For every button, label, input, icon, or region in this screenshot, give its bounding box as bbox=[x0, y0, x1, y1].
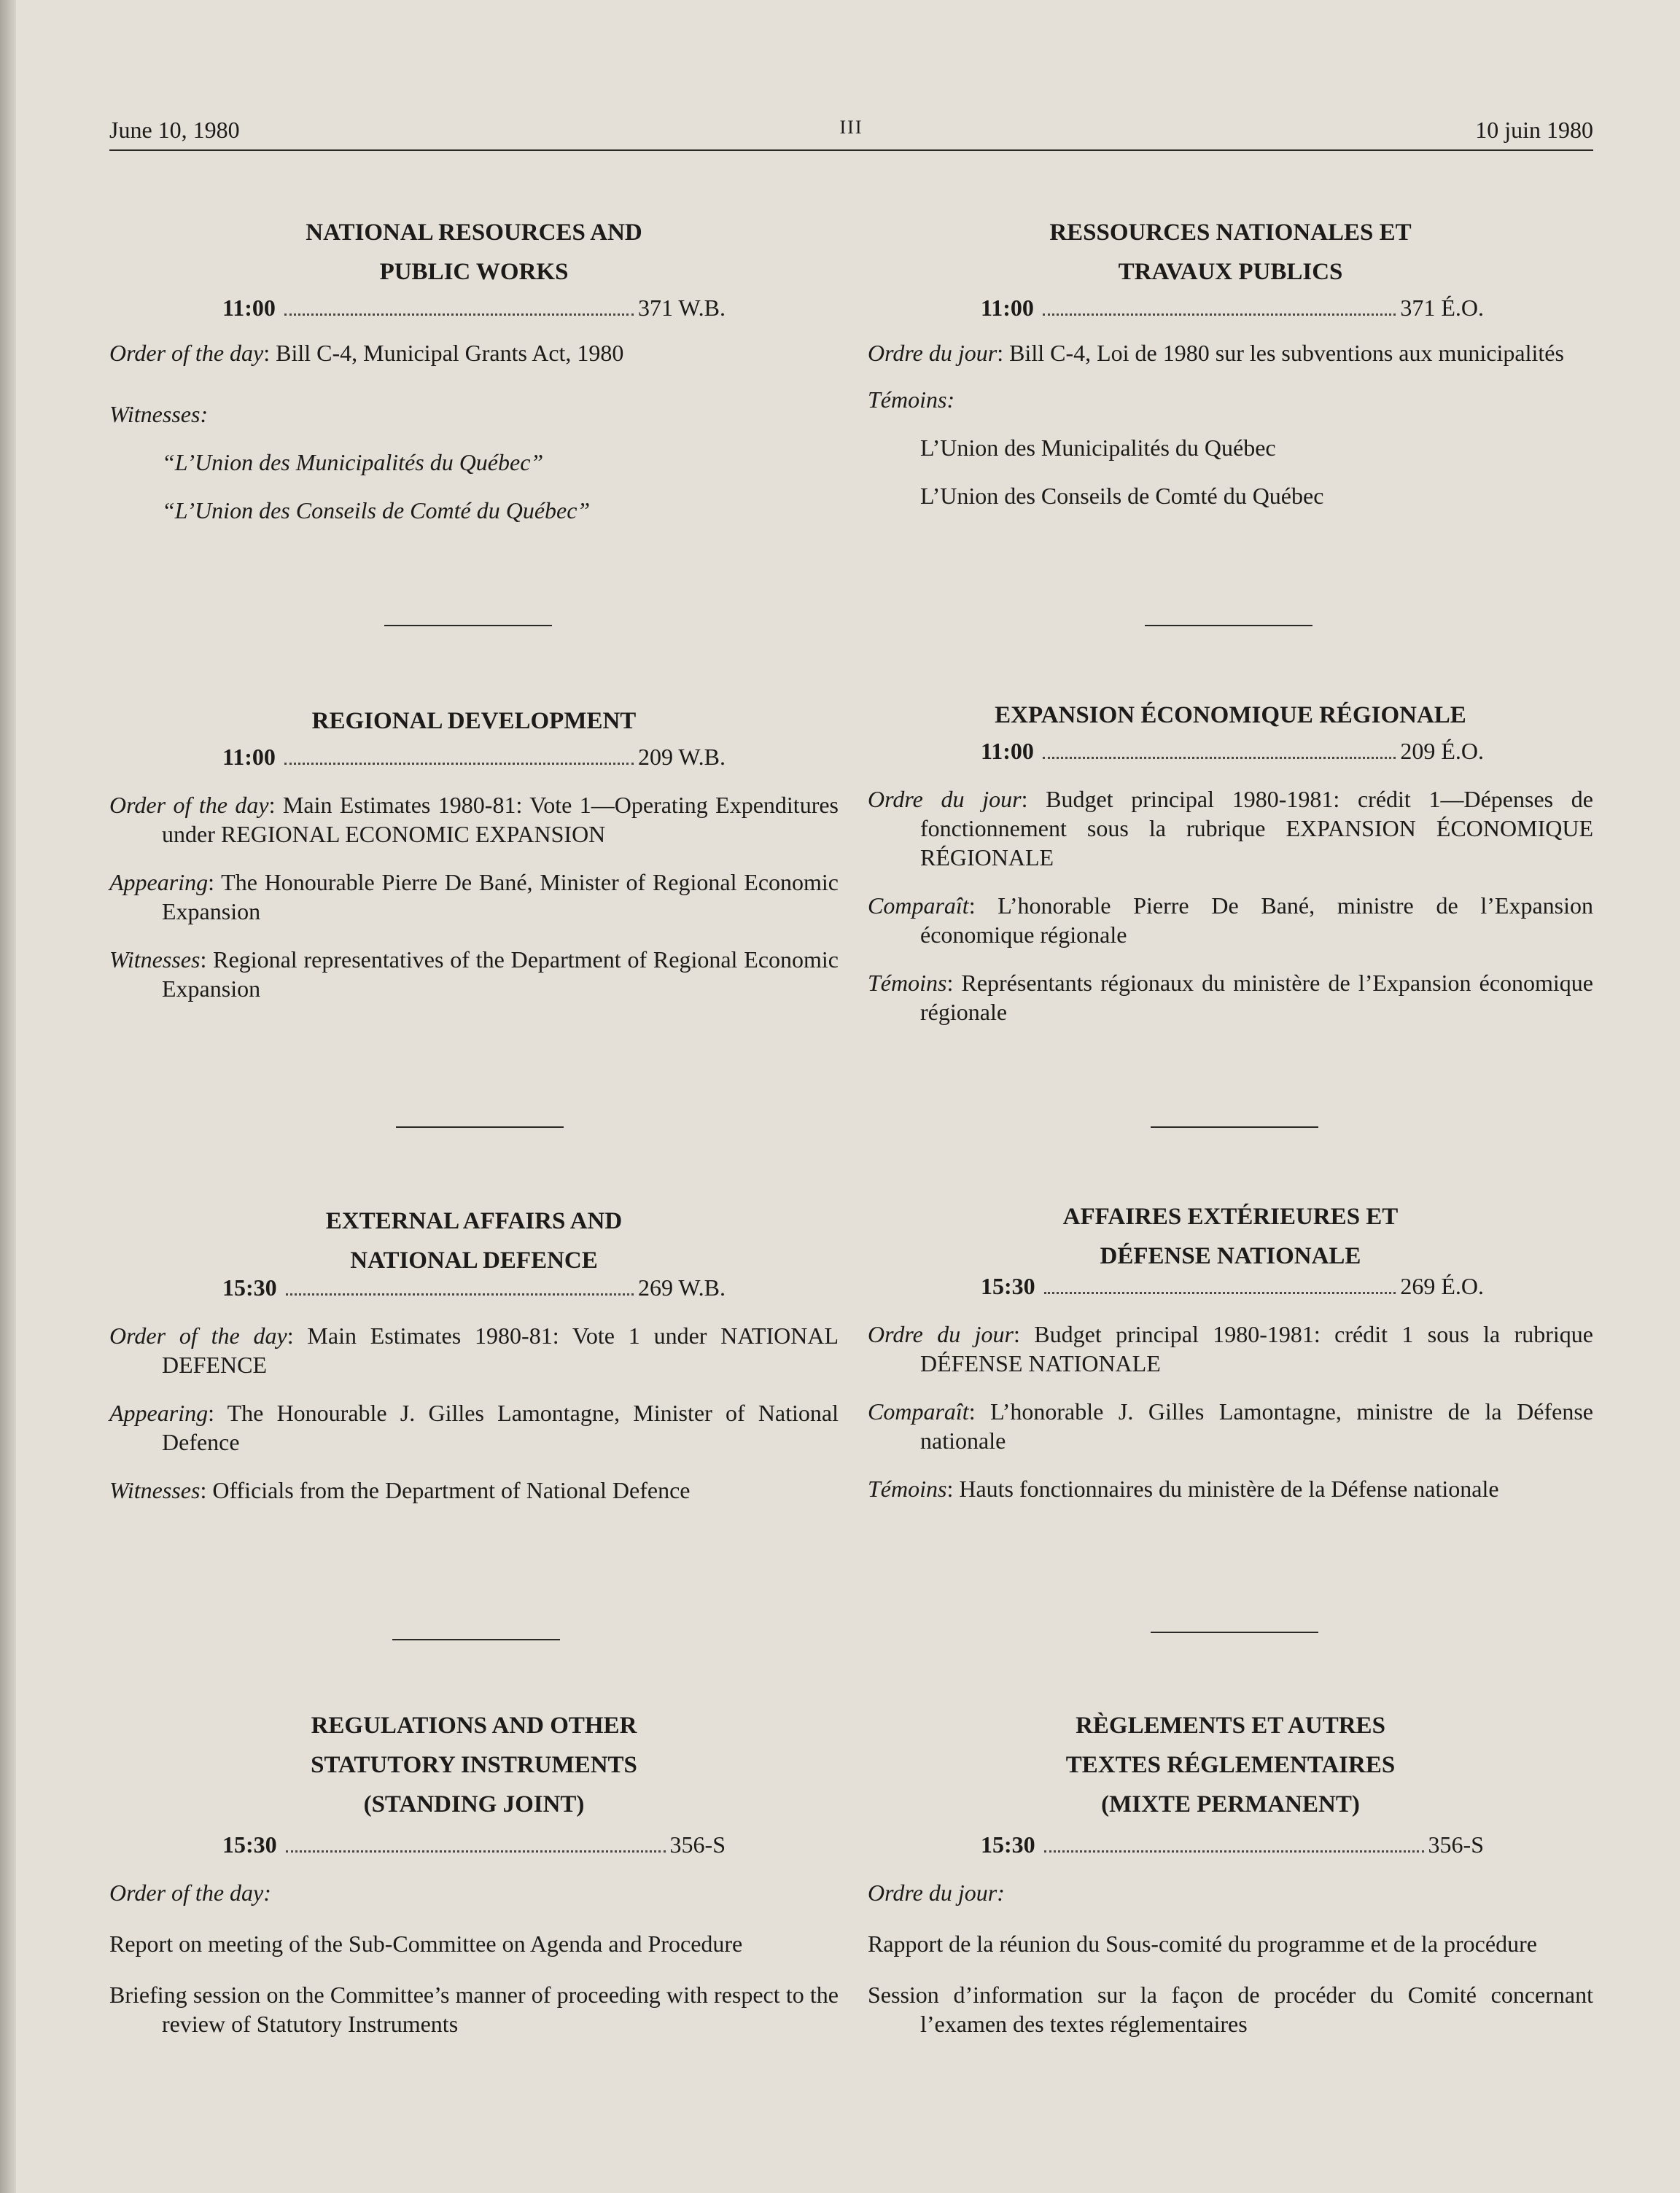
title-line: EXPANSION ÉCONOMIQUE RÉGIONALE bbox=[995, 702, 1466, 728]
order-of-day bbox=[109, 1321, 839, 1379]
meeting-time: 15:30 bbox=[222, 1274, 277, 1301]
order-of-day bbox=[868, 1320, 1593, 1378]
order-of-day bbox=[109, 790, 839, 849]
order-of-day bbox=[868, 338, 1593, 367]
section-expansion-economique bbox=[868, 696, 1593, 1027]
meeting-room: 269 É.O. bbox=[1400, 1273, 1484, 1299]
section-divider bbox=[1151, 1126, 1318, 1128]
header-date-fr: 10 juin 1980 bbox=[1475, 117, 1593, 143]
witnesses bbox=[109, 945, 839, 1003]
title-line: STATUTORY INSTRUMENTS bbox=[311, 1752, 637, 1778]
order-label: Ordre du jour: bbox=[868, 1880, 1005, 1906]
appearing-label: Comparaît bbox=[868, 892, 969, 919]
agenda-item: Session d’information sur la façon de procéder du Comité concernant l’examen des textes réglementaires bbox=[868, 1982, 1593, 2037]
title-line: TRAVAUX PUBLICS bbox=[1118, 259, 1343, 285]
time-room-row bbox=[981, 1271, 1484, 1301]
section-reglements bbox=[868, 1706, 1593, 2038]
section-divider bbox=[392, 1639, 560, 1640]
section-divider bbox=[384, 625, 552, 626]
section-title bbox=[868, 1197, 1593, 1276]
witnesses-text: : Officials from the Department of National Defence bbox=[200, 1477, 691, 1503]
time-room-row bbox=[981, 1830, 1484, 1859]
appearing bbox=[868, 1397, 1593, 1455]
order-label: Order of the day bbox=[109, 340, 264, 366]
title-line: REGIONAL DEVELOPMENT bbox=[311, 708, 637, 734]
meeting-time: 11:00 bbox=[222, 744, 276, 770]
time-room-row bbox=[981, 736, 1484, 766]
witnesses-label: Witnesses: bbox=[109, 401, 209, 427]
witnesses-label: Witnesses bbox=[109, 946, 201, 973]
section-title bbox=[109, 1706, 839, 1824]
leader-dots bbox=[286, 1293, 634, 1296]
meeting-room: 356-S bbox=[1428, 1831, 1484, 1858]
order-text: : Budget principal 1980-1981: crédit 1—Dépenses de fonctionnement sous la rubrique EXPANSION ÉCONOMIQUE RÉGIONALE bbox=[920, 786, 1594, 870]
section-title bbox=[109, 213, 839, 292]
leader-dots bbox=[1043, 757, 1396, 759]
witnesses-label: Witnesses bbox=[109, 1477, 201, 1503]
order-label: Ordre du jour bbox=[868, 786, 1022, 812]
witnesses-label: Témoins bbox=[868, 1476, 947, 1502]
section-title bbox=[868, 213, 1593, 292]
section-external-affairs bbox=[109, 1201, 839, 1505]
section-affaires-exterieures bbox=[868, 1197, 1593, 1503]
appearing-text: : L’honorable J. Gilles Lamontagne, ministre de la Défense nationale bbox=[920, 1398, 1593, 1454]
page-header bbox=[109, 117, 1593, 149]
meeting-time: 15:30 bbox=[222, 1831, 277, 1858]
section-divider bbox=[396, 1126, 564, 1128]
appearing bbox=[109, 868, 839, 926]
witnesses-label: Témoins: bbox=[868, 386, 955, 413]
section-title bbox=[109, 701, 839, 741]
title-line: PUBLIC WORKS bbox=[379, 259, 569, 285]
header-date-en: June 10, 1980 bbox=[109, 117, 240, 143]
witness-item: L’Union des Municipalités du Québec bbox=[920, 435, 1276, 461]
section-divider bbox=[1145, 625, 1312, 626]
witness-item: L’Union des Conseils de Comté du Québec bbox=[920, 483, 1324, 509]
title-line: NATIONAL DEFENCE bbox=[350, 1247, 598, 1274]
witness-item: “L’Union des Conseils de Comté du Québec” bbox=[162, 497, 591, 523]
witnesses-text: : Hauts fonctionnaires du ministère de la Défense nationale bbox=[946, 1476, 1499, 1502]
title-line: AFFAIRES EXTÉRIEURES ET bbox=[1062, 1204, 1399, 1230]
meeting-time: 15:30 bbox=[981, 1273, 1035, 1299]
order-text: : Main Estimates 1980-81: Vote 1—Operating Expenditures under REGIONAL ECONOMIC EXPANSION bbox=[162, 792, 839, 847]
section-divider bbox=[1151, 1632, 1318, 1633]
meeting-time: 11:00 bbox=[981, 295, 1034, 321]
meeting-time: 15:30 bbox=[981, 1831, 1035, 1858]
order-of-day bbox=[868, 784, 1593, 872]
order-label: Order of the day bbox=[109, 1323, 287, 1349]
meeting-room: 371 É.O. bbox=[1400, 295, 1484, 321]
leader-dots bbox=[286, 1850, 666, 1853]
leader-dots bbox=[1044, 1850, 1424, 1853]
title-line: (STANDING JOINT) bbox=[363, 1791, 585, 1818]
order-text: : Budget principal 1980-1981: crédit 1 sous la rubrique DÉFENSE NATIONALE bbox=[920, 1321, 1594, 1376]
meeting-room: 269 W.B. bbox=[637, 1274, 726, 1301]
witnesses-label: Témoins bbox=[868, 970, 947, 996]
order-label: Ordre du jour bbox=[868, 1321, 1014, 1347]
order-label: Ordre du jour bbox=[868, 340, 998, 366]
meeting-room: 209 É.O. bbox=[1400, 738, 1484, 764]
section-regulations bbox=[109, 1706, 839, 2038]
section-national-resources bbox=[109, 213, 839, 525]
order-label: Order of the day bbox=[109, 792, 269, 818]
appearing bbox=[109, 1398, 839, 1457]
title-line: EXTERNAL AFFAIRS AND bbox=[325, 1208, 623, 1234]
time-room-row bbox=[222, 293, 726, 322]
time-room-row bbox=[222, 742, 726, 771]
order-of-day bbox=[109, 338, 839, 367]
meeting-room: 209 W.B. bbox=[637, 744, 726, 770]
witnesses bbox=[109, 1476, 839, 1505]
leader-dots bbox=[1043, 313, 1396, 316]
appearing-label: Comparaît bbox=[868, 1398, 969, 1425]
section-title bbox=[868, 1706, 1593, 1824]
agenda-item: Briefing session on the Committee’s manner of proceeding with respect to the review of Statutory Instruments bbox=[109, 1982, 839, 2037]
meeting-time: 11:00 bbox=[981, 738, 1034, 764]
agenda-item: Rapport de la réunion du Sous-comité du programme et de la procédure bbox=[868, 1931, 1537, 1957]
appearing-label: Appearing bbox=[109, 1400, 209, 1426]
page-number: III bbox=[839, 117, 863, 138]
witness-item: “L’Union des Municipalités du Québec” bbox=[162, 449, 544, 475]
time-room-row bbox=[222, 1830, 726, 1859]
time-room-row bbox=[981, 293, 1484, 322]
appearing bbox=[868, 891, 1593, 949]
header-divider bbox=[109, 149, 1593, 151]
title-line: (MIXTE PERMANENT) bbox=[1101, 1791, 1360, 1818]
section-title bbox=[868, 696, 1593, 735]
meeting-room: 356-S bbox=[669, 1831, 726, 1858]
witnesses-text: : Regional representatives of the Department of Regional Economic Expansion bbox=[162, 946, 839, 1002]
order-text: : Bill C-4, Municipal Grants Act, 1980 bbox=[263, 340, 624, 366]
appearing-text: : The Honourable J. Gilles Lamontagne, Minister of National Defence bbox=[162, 1400, 839, 1455]
page-binding-edge bbox=[0, 0, 16, 2193]
title-line: NATIONAL RESOURCES AND bbox=[306, 219, 642, 246]
title-line: RESSOURCES NATIONALES ET bbox=[1049, 219, 1412, 246]
section-title bbox=[109, 1201, 839, 1280]
section-ressources-nationales bbox=[868, 213, 1593, 510]
witnesses bbox=[868, 1474, 1593, 1503]
appearing-text: : L’honorable Pierre De Bané, ministre de l’Expansion économique régionale bbox=[920, 892, 1593, 948]
agenda-item: Report on meeting of the Sub-Committee on Agenda and Procedure bbox=[109, 1931, 743, 1957]
leader-dots bbox=[284, 313, 634, 316]
section-regional-development bbox=[109, 701, 839, 1003]
leader-dots bbox=[284, 763, 634, 765]
appearing-text: : The Honourable Pierre De Bané, Minister of Regional Economic Expansion bbox=[162, 869, 839, 924]
meeting-time: 11:00 bbox=[222, 295, 276, 321]
title-line: RÈGLEMENTS ET AUTRES bbox=[1076, 1713, 1385, 1739]
order-text: : Main Estimates 1980-81: Vote 1 under NATIONAL DEFENCE bbox=[162, 1323, 839, 1378]
title-line: DÉFENSE NATIONALE bbox=[1100, 1243, 1361, 1269]
title-line: TEXTES RÉGLEMENTAIRES bbox=[1065, 1752, 1396, 1778]
leader-dots bbox=[1044, 1292, 1396, 1294]
title-line: REGULATIONS AND OTHER bbox=[311, 1713, 637, 1739]
witnesses-text: : Représentants régionaux du ministère de l’Expansion économique régionale bbox=[920, 970, 1593, 1025]
meeting-room: 371 W.B. bbox=[637, 295, 726, 321]
order-text: : Bill C-4, Loi de 1980 sur les subventions aux municipalités bbox=[997, 340, 1564, 366]
order-label: Order of the day: bbox=[109, 1880, 271, 1906]
appearing-label: Appearing bbox=[109, 869, 209, 895]
witnesses bbox=[868, 968, 1593, 1027]
